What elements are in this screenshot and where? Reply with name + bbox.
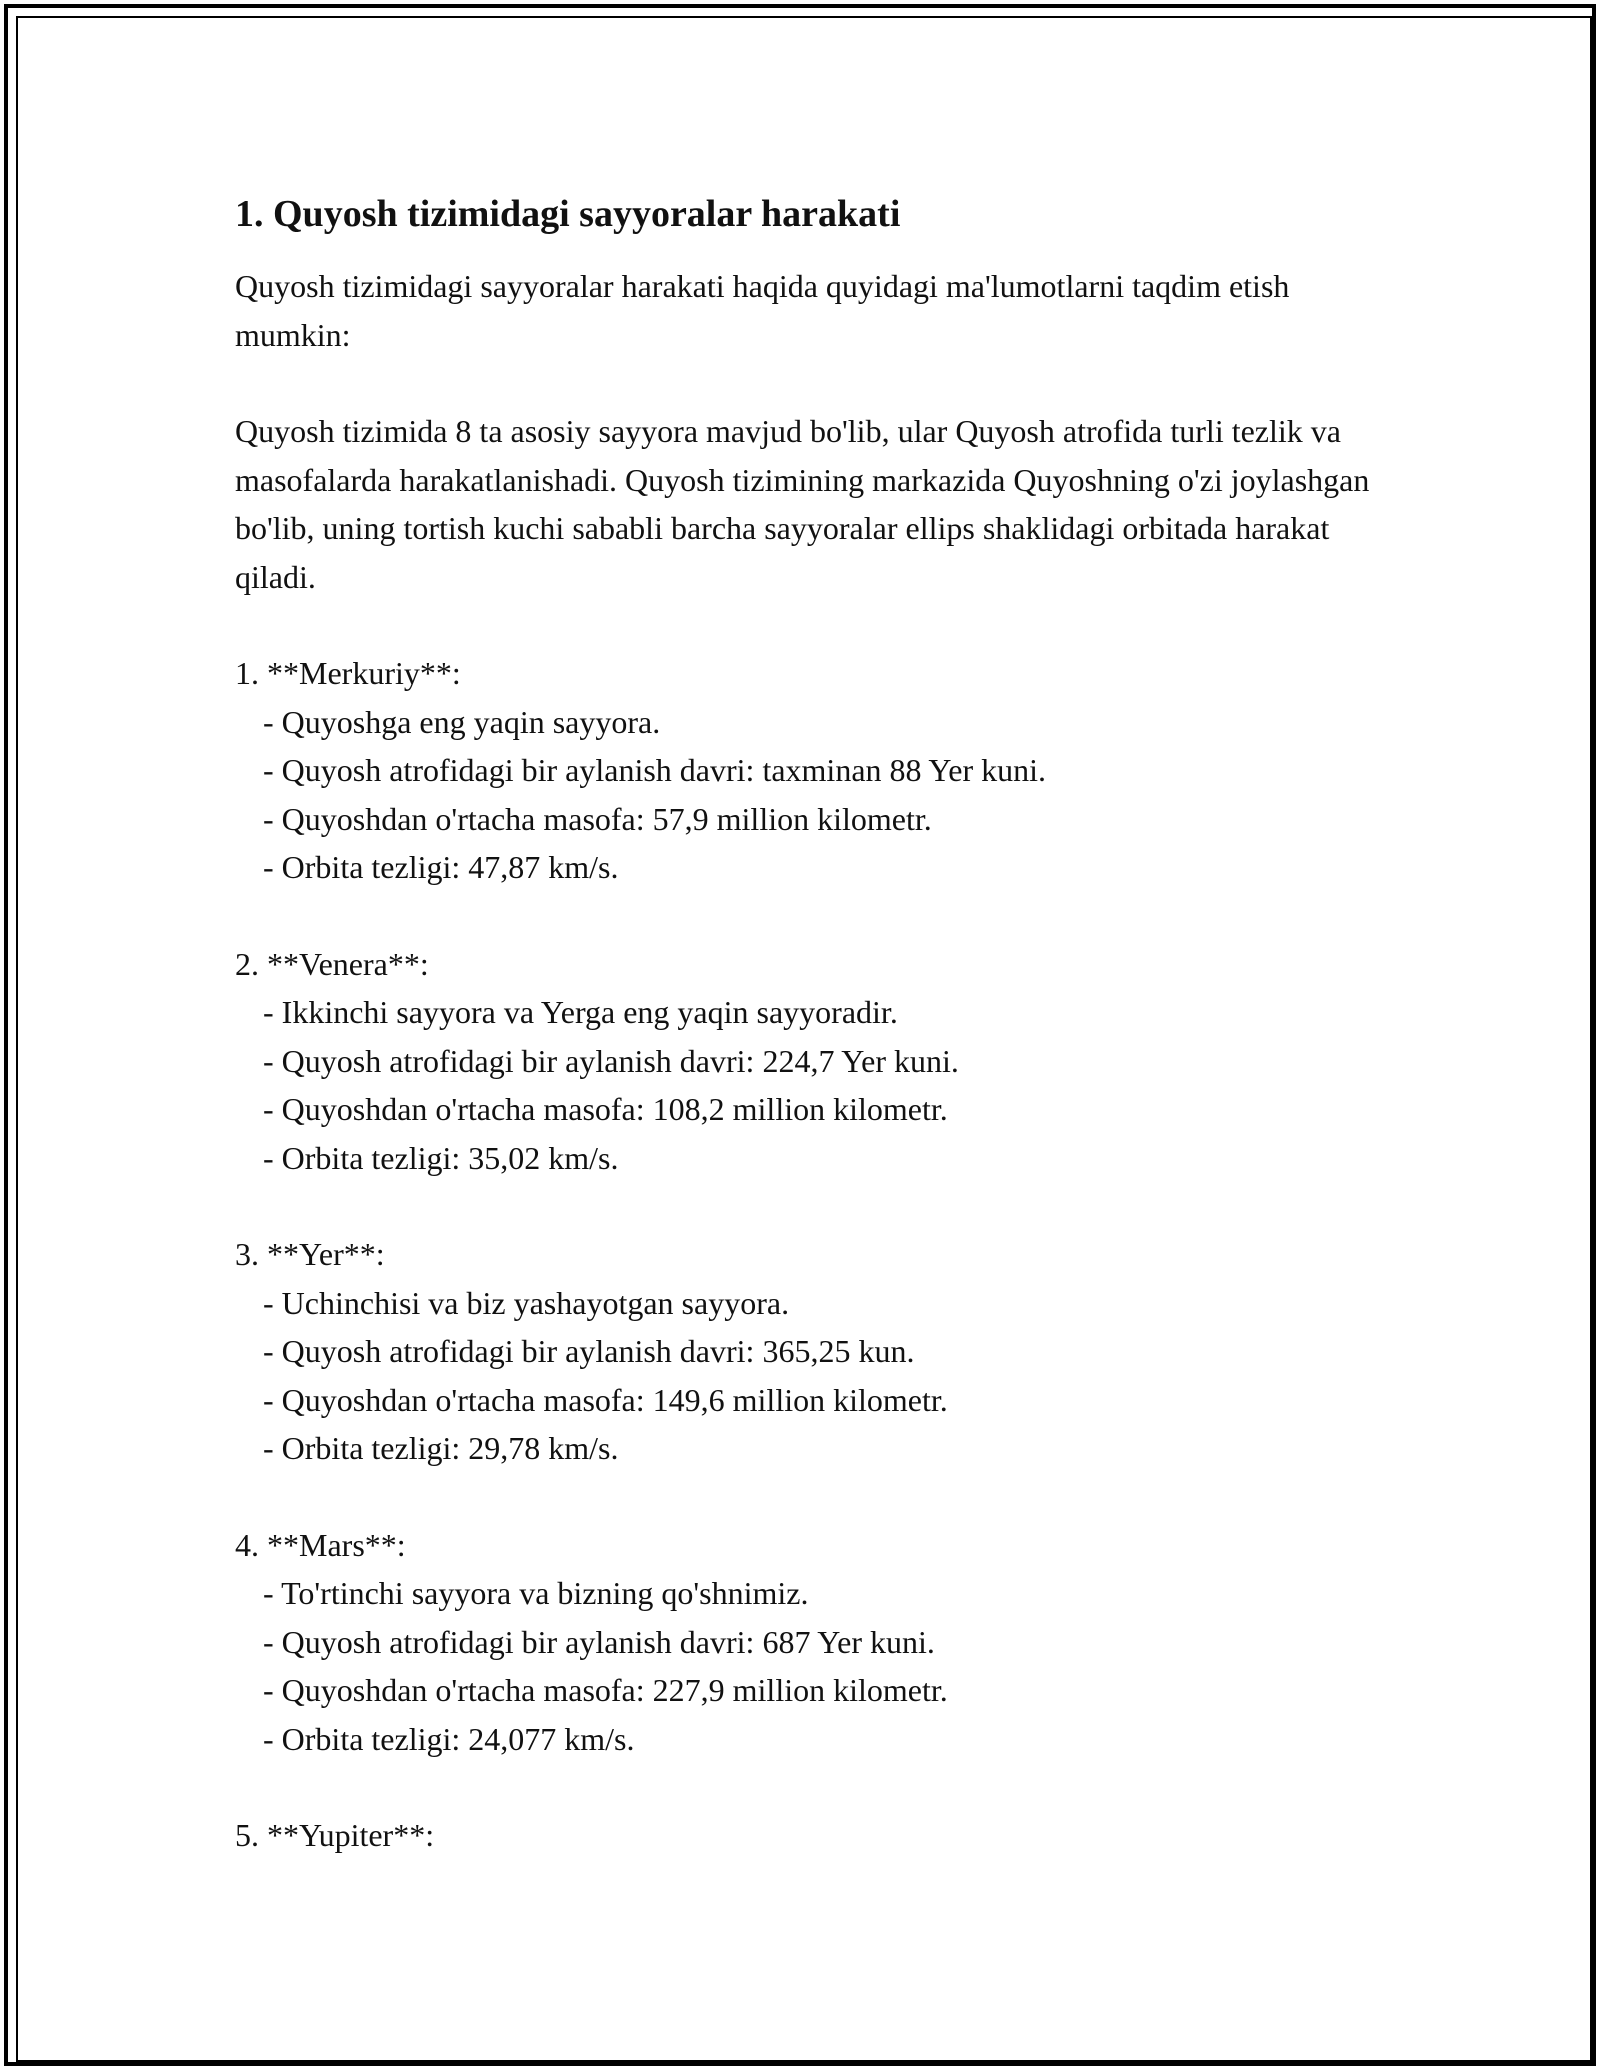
planet-fact: - Quyoshdan o'rtacha masofa: 149,6 million kilometr. [263,1381,948,1418]
planet-section-yupiter [235,1811,1405,1860]
planet-fact: - Quyosh atrofidagi bir aylanish davri: 224,7 Yer kuni. [263,1042,959,1079]
planet-fact: - Orbita tezligi: 24,077 km/s. [263,1720,635,1757]
planet-heading: 4. **Mars**: [235,1526,406,1563]
planet-heading: 1. **Merkuriy**: [235,655,461,691]
planet-fact: - Orbita tezligi: 29,78 km/s. [263,1430,619,1466]
planet-fact: - Ikkinchi sayyora va Yerga eng yaqin sayyoradir. [263,994,898,1030]
planet-fact: - Uchinchisi va biz yashayotgan sayyora. [263,1284,790,1321]
planet-fact: - Orbita tezligi: 47,87 km/s. [263,849,619,885]
planet-section-merkuriy [235,649,1405,892]
planet-heading: 5. **Yupiter**: [235,1817,435,1853]
planet-heading: 2. **Venera**: [235,945,429,982]
planet-fact: - Quyosh atrofidagi bir aylanish davri: 687 Yer kuni. [263,1623,935,1660]
document-title: 1. Quyosh tizimidagi sayyoralar harakati [235,193,901,235]
planet-fact: - Quyoshdan o'rtacha masofa: 227,9 million kilometr. [263,1672,948,1708]
planet-fact: - Quyoshdan o'rtacha masofa: 57,9 million kilometr. [263,800,932,837]
overview-paragraph: Quyosh tizimida 8 ta asosiy sayyora mavjud bo'lib, ular Quyosh atrofida turli tezlik va masofalarda harakatlanishadi. Quyosh tizimining markazida Quyoshning o'zi joylashgan bo'lib, uning tortish kuchi sababli barcha sayyoralar ellips shaklidagi orbitada harakat qiladi. [235,413,1370,595]
document-content [235,188,1405,1908]
intro-paragraph: Quyosh tizimidagi sayyoralar harakati haqida quyidagi ma'lumotlarni taqdim etish mumkin: [235,268,1290,353]
planet-fact: - Orbita tezligi: 35,02 km/s. [263,1139,619,1176]
planet-section-mars [235,1521,1405,1764]
planet-heading: 3. **Yer**: [235,1236,385,1272]
planet-section-venera [235,940,1405,1183]
planet-fact: - Quyosh atrofidagi bir aylanish davri: 365,25 kun. [263,1333,915,1369]
planet-section-yer [235,1230,1405,1473]
planet-fact: - To'rtinchi sayyora va bizning qo'shnimiz. [263,1575,809,1611]
planet-fact: - Quyosh atrofidagi bir aylanish davri: taxminan 88 Yer kuni. [263,752,1046,788]
planet-fact: - Quyoshdan o'rtacha masofa: 108,2 million kilometr. [263,1091,948,1127]
planet-fact: - Quyoshga eng yaqin sayyora. [263,703,661,740]
